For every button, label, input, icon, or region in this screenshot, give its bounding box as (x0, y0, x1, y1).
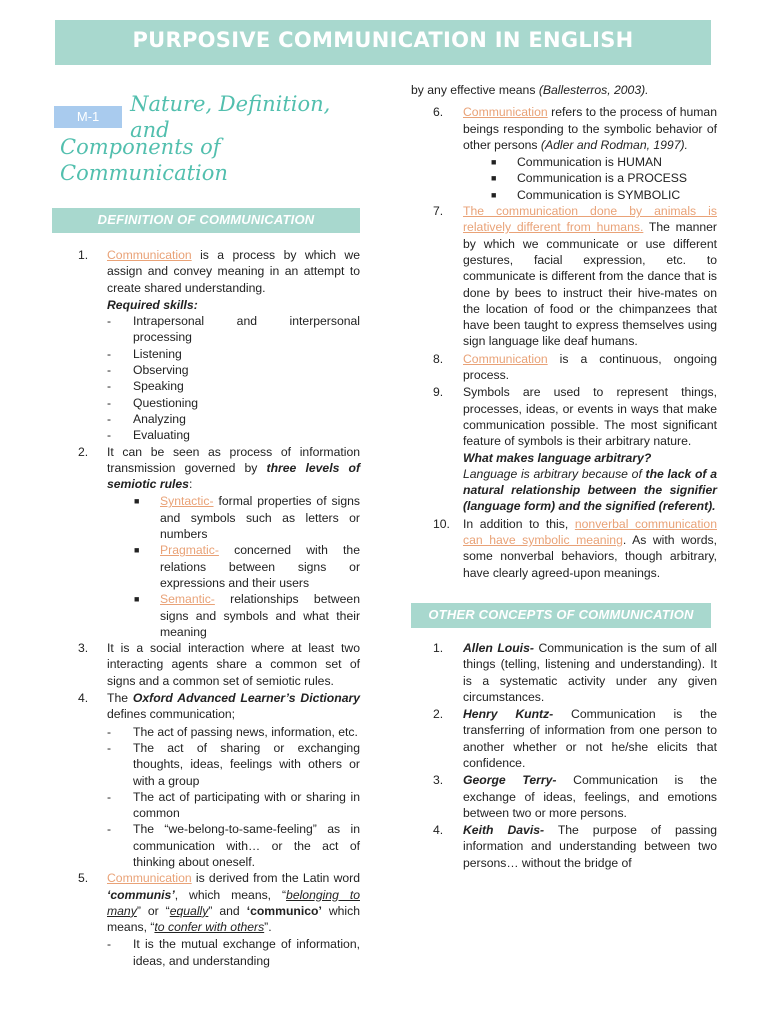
keyword-link: Communication (107, 248, 192, 262)
keyword-link: nonverbal communication can have symbolic meaning (463, 516, 717, 548)
bullet-item: ■ Communication is HUMAN (491, 155, 662, 170)
definition-item: - The act of sharing or exchanging thoughts, ideas, feelings with others or with a group (107, 740, 360, 788)
skill-item: - Listening (107, 346, 182, 361)
list-item: 2. It can be seen as process of information transmission governed by three levels of semiotic rules: (78, 444, 360, 492)
bullet-item: ■ Pragmatic- concerned with the relations between signs or expressions and their users (134, 543, 360, 590)
list-item: 1. Communication is a process by which we assign and convey meaning in an attempt to create shared understanding. (78, 248, 360, 295)
module-heading (60, 92, 360, 142)
definition-item: - The “we-belong-to-same-feeling” as in communication with… or the act of thinking about oneself. (107, 822, 360, 869)
skill-item: - Speaking (107, 379, 184, 394)
bullet-item: ■ Communication is SYMBOLIC (491, 187, 681, 202)
skill-item: - Intrapersonal and interpersonal processing (107, 314, 360, 345)
list-item: 6. Communication refers to the process of human beings responding to the symbolic behavior of other persons (Adler and Rodman, 1997). (433, 105, 717, 152)
list-item: 8. Communication is a continuous, ongoing process. (433, 351, 717, 383)
list-item: 9. Symbols are used to represent things, processes, ideas, or events in ways that make communication possible. The most significant feature of symbols is their arbitrary nature. What makes language arbitrary? Language is arbitrary because of the lack of a natural relationship between the signifier (language form) and the signified (referent). (433, 385, 717, 514)
concept-item: 4. Keith Davis- The purpose of passing information and understanding between two persons… without the bridge of (433, 823, 717, 870)
bullet-item: ■ Semantic- relationships between signs and symbols and what their meaning (134, 592, 360, 639)
right-column (411, 82, 717, 872)
skill-item: - Evaluating (107, 428, 190, 443)
required-skills-label: Required skills: (107, 297, 198, 312)
concept-item: 2. Henry Kuntz- Communication is the transferring of information from one person to another whether or not he/she elicits that confidence. (433, 707, 717, 770)
keyword-link: Syntactic- (160, 494, 214, 509)
keyword-link: Communication (463, 105, 548, 120)
skill-item: - Observing (107, 363, 189, 378)
list-item: 5. Communication is derived from the Latin word ‘communis’, which means, “belonging to many” or “equally” and ‘communico’ which means, “to confer with others”. (78, 871, 360, 935)
keyword-link: The communication done by animals is relatively different from humans. (463, 204, 717, 235)
header-banner (55, 20, 711, 65)
sub-item: - It is the mutual exchange of information, ideas, and understanding (107, 937, 360, 968)
keyword-link: Pragmatic- (160, 543, 219, 558)
section-heading-other: OTHER CONCEPTS OF COMMUNICATION (411, 603, 711, 628)
list-item: 10. In addition to this, nonverbal communication can have symbolic meaning. As with words, some nonverbal behaviors, though arbitrary, have clearly agreed-upon meanings. (433, 516, 717, 580)
list-item: 3. It is a social interaction where at least two interacting agents share a common set of signs and a common set of semiotic rules. (78, 641, 360, 688)
section-heading-definition: DEFINITION OF COMMUNICATION (52, 208, 360, 233)
list-item: 4. The Oxford Advanced Learner’s Dictionary defines communication; (78, 691, 360, 722)
concept-item: 3. George Terry- Communication is the exchange of ideas, feelings, and emotions between two or more persons. (433, 773, 717, 820)
definition-item: - The act of passing news, information, etc. (107, 724, 358, 739)
definition-item: - The act of participating with or sharing in common (107, 789, 360, 821)
concept-item: 1. Allen Louis- Communication is the sum of all things (telling, listening and understanding). It is a systematic activity under any given circumstances. (433, 640, 717, 704)
keyword-link: Semantic- (160, 592, 215, 607)
skill-item: - Analyzing (107, 411, 186, 426)
bullet-item: ■ Syntactic- formal properties of signs and symbols such as letters or numbers (134, 494, 360, 542)
document-title: PURPOSIVE COMMUNICATION IN ENGLISH (132, 28, 634, 52)
list-item: 7. The communication done by animals is relatively different from humans. The manner by which we communicate or use different gestures, facial expression, etc. to communicate is different from the dance that is done by bees to instruct their hive-mates on the location of food or the chimpanzees that have been taught to express themselves using sign language like deaf humans. (433, 204, 717, 349)
keyword-link: Communication (107, 871, 192, 886)
left-column (60, 92, 360, 969)
bullet-item: ■ Communication is a PROCESS (491, 171, 688, 186)
module-title-line1: Nature, Definition, and (130, 92, 331, 142)
module-title-line2: Components of Communication (60, 135, 228, 185)
keyword-link: Communication (463, 351, 548, 366)
skill-item: - Questioning (107, 395, 199, 410)
continued-text: by any effective means (Ballesterros, 2003). (411, 83, 649, 97)
module-tag: M-1 (54, 106, 122, 128)
